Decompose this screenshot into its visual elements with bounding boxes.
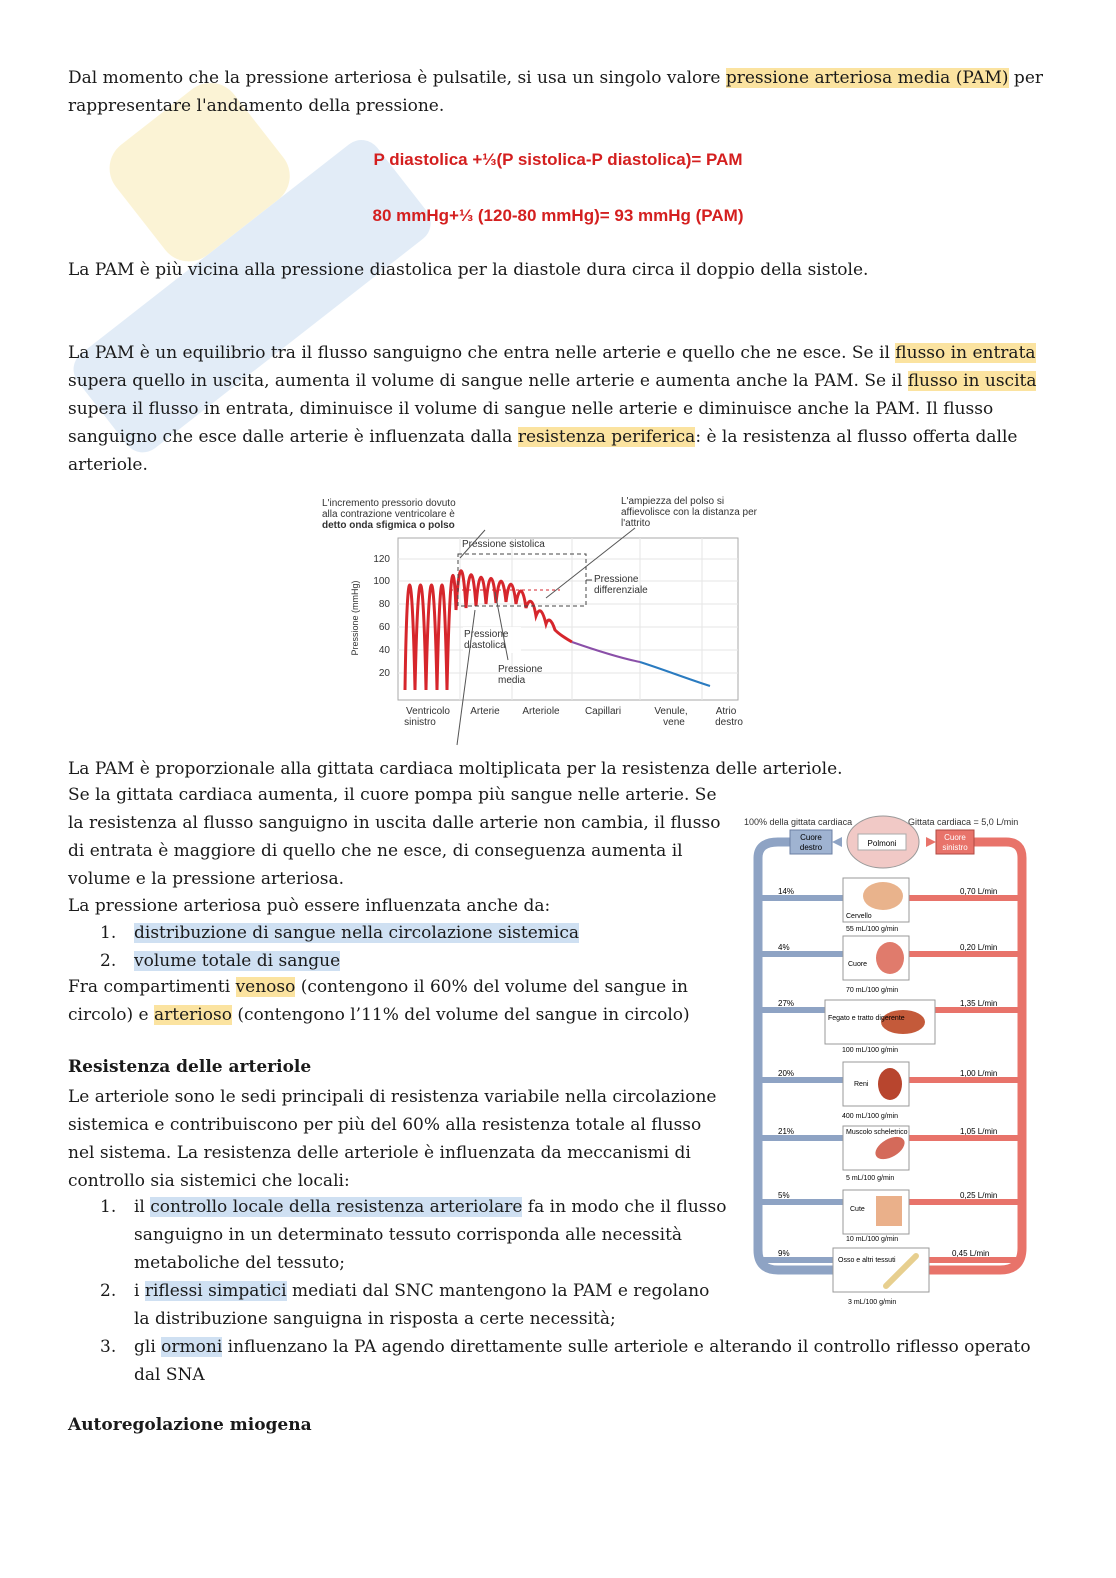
- paragraph-arteriole-resistance: Le arteriole sono le sedi principali di resistenza variabile nella circolazione sistemica e contribuiscono per più del 60% alla resistenza totale al flusso nel sistema. La resistenza delle arteriole è influenzata da meccanismi di controllo sia sistemici che locali:: [68, 1087, 717, 1191]
- annot-pulse-line3: detto onda sfigmica o polso: [322, 520, 455, 531]
- xcat-venule-2: vene: [663, 717, 685, 728]
- formula-pam-example: 80 mmHg+⅓ (120-80 mmHg)= 93 mmHg (PAM): [372, 206, 744, 225]
- flow-muscolo: 1,05 L/min: [960, 1127, 998, 1136]
- ytick-80: 80: [378, 599, 390, 610]
- annot-attrition-line3: l'attrito: [621, 518, 651, 529]
- label-diastolica-1: Pressione: [464, 629, 509, 640]
- xcat-atrio-2: destro: [715, 717, 743, 728]
- name-cute: Cute: [850, 1206, 865, 1213]
- rate-cute: 10 mL/100 g/min: [846, 1236, 899, 1243]
- brain-icon: [863, 882, 903, 910]
- annot-attrition-line2: affievolisce con la distanza per: [621, 507, 758, 518]
- heading-myogenic-autoregulation: Autoregolazione miogena: [68, 1415, 312, 1435]
- pct-osso: 9%: [778, 1249, 790, 1258]
- rate-cervello: 55 mL/100 g/min: [846, 926, 899, 933]
- organ-row-reni: [762, 1062, 1018, 1120]
- label-differenziale-2: differenziale: [594, 585, 648, 596]
- organ-row-cuore: [762, 936, 1018, 994]
- ytick-40: 40: [378, 645, 390, 656]
- flow-cuore: 0,20 L/min: [960, 943, 998, 952]
- list-influences: [68, 919, 733, 975]
- rate-fegato: 100 mL/100 g/min: [842, 1047, 899, 1054]
- cuore-destro-label-1: Cuore: [800, 833, 822, 842]
- formula-pam: P diastolica +⅓(P sistolica-P diastolica)= PAM: [373, 150, 743, 169]
- y-axis-label: Pressione (mmHg): [350, 580, 360, 656]
- cuore-sinistro-label-1: Cuore: [944, 833, 966, 842]
- xcat-arteriole: Arteriole: [522, 706, 560, 717]
- label-media-2: media: [498, 675, 526, 686]
- kidney-icon: [878, 1068, 902, 1100]
- label-diastolica-2: diastolica: [464, 640, 506, 651]
- xcat-capillari: Capillari: [584, 706, 622, 717]
- skin-icon: [876, 1196, 902, 1226]
- rate-muscolo: 5 mL/100 g/min: [846, 1175, 895, 1182]
- annot-pulse-line2: alla contrazione ventricolare è: [322, 509, 455, 520]
- ytick-20: 20: [378, 668, 390, 679]
- xcat-atrio-1: Atrio: [715, 706, 737, 717]
- organ-row-fegato: [762, 999, 1018, 1054]
- flow-cervello: 0,70 L/min: [960, 887, 998, 896]
- polmoni-label: Polmoni: [867, 839, 897, 848]
- rate-cuore: 70 mL/100 g/min: [846, 987, 899, 994]
- pct-reni: 20%: [778, 1069, 795, 1078]
- flow-title-left: 100% della gittata cardiaca: [744, 817, 853, 827]
- paragraph-pam-balance: La PAM è un equilibrio tra il flusso sanguigno che entra nelle arterie e quello che ne esce. Se il flusso in entrata supera quello in uscita, aumenta il volume di sangue nelle arterie e aumenta anche la PAM. Se il flusso in uscita supera il flusso in entrata, diminuisce il volume di sangue nelle arterie e diminuisce anche la PAM. Il flusso sanguigno che esce dalle arterie è influenzata dalla resistenza periferica: è la resistenza al flusso offerta dalle arteriole.: [68, 343, 1037, 475]
- ytick-100: 100: [373, 576, 390, 587]
- heart-icon: [876, 942, 904, 974]
- flow-cute: 0,25 L/min: [960, 1191, 998, 1200]
- rate-reni: 400 mL/100 g/min: [842, 1113, 899, 1120]
- ytick-120: 120: [373, 554, 390, 565]
- heading-arteriole-resistance: Resistenza delle arteriole: [68, 1057, 312, 1077]
- rate-osso: 3 mL/100 g/min: [848, 1299, 897, 1306]
- pct-muscolo: 21%: [778, 1127, 795, 1136]
- list-item: 1. il controllo locale della resistenza arteriolare fa in modo che il flusso sanguigno in un determinato tessuto corrisponda alle necessità metaboliche del tessuto;: [100, 1197, 727, 1273]
- blood-flow-distribution-figure: [738, 808, 1038, 1313]
- liver-icon: [881, 1010, 925, 1034]
- name-osso: Osso e altri tessuti: [838, 1257, 896, 1264]
- organ-row-muscolo: [762, 1126, 1018, 1182]
- xcat-ventricolo-2: sinistro: [404, 717, 436, 728]
- flow-fegato: 1,35 L/min: [960, 999, 998, 1008]
- annot-attrition-line1: L'ampiezza del polso si: [621, 496, 725, 507]
- label-sistolica: Pressione sistolica: [462, 539, 545, 550]
- pct-cuore: 4%: [778, 943, 790, 952]
- paragraph-pam-diastolic: La PAM è più vicina alla pressione diastolica per la diastole dura circa il doppio della sistole.: [68, 260, 869, 280]
- name-cervello: Cervello: [846, 913, 872, 920]
- flow-title-right: Gittata cardiaca = 5,0 L/min: [908, 817, 1019, 827]
- label-differenziale-1: Pressione: [594, 574, 639, 585]
- name-reni: Reni: [854, 1081, 869, 1088]
- flow-reni: 1,00 L/min: [960, 1069, 998, 1078]
- pct-cute: 5%: [778, 1191, 790, 1200]
- organ-row-osso: [762, 1248, 1018, 1306]
- paragraph-influenced-by: La pressione arteriosa può essere influenzata anche da:: [68, 896, 551, 916]
- cuore-sinistro-label-2: sinistro: [942, 843, 968, 852]
- ytick-60: 60: [378, 622, 390, 633]
- paragraph-compartments: Fra compartimenti venoso (contengono il 60% del volume del sangue in circolo) e arterioso (contengono l’11% del volume del sangue in circolo): [68, 977, 690, 1025]
- pct-cervello: 14%: [778, 887, 795, 896]
- name-cuore: Cuore: [848, 961, 868, 968]
- arterial-trunk: [928, 842, 1022, 1270]
- xcat-venule-1: Venule,: [654, 706, 688, 717]
- label-media-1: Pressione: [498, 664, 543, 675]
- organ-row-cervello: [762, 878, 1018, 933]
- annot-pulse-line1: L'incremento pressorio dovuto: [322, 498, 456, 509]
- xcat-ventricolo-1: Ventricolo: [406, 706, 450, 717]
- cuore-destro-label-2: destro: [799, 843, 823, 852]
- name-muscolo: Muscolo scheletrico: [846, 1129, 908, 1136]
- paragraph-pam-intro: Dal momento che la pressione arteriosa è pulsatile, si usa un singolo valore pressione arteriosa media (PAM) per rappresentare l'andamento della pressione.: [68, 68, 1044, 116]
- list-item: 2. i riflessi simpatici mediati dal SNC mantengono la PAM e regolano la distribuzione sanguigna in risposta a certe necessità;: [100, 1281, 710, 1329]
- pct-fegato: 27%: [778, 999, 795, 1008]
- paragraph-cardiac-output: Se la gittata cardiaca aumenta, il cuore pompa più sangue nelle arterie. Se la resistenza al flusso sanguigno in uscita dalle arterie non cambia, il flusso di entrata è maggiore di quello che ne esce, di conseguenza aumenta il volume e la pressione arteriosa.: [68, 785, 721, 889]
- name-fegato: Fegato e tratto digerente: [828, 1015, 905, 1022]
- pressure-wave-figure: [310, 490, 810, 748]
- list-item: 1. distribuzione di sangue nella circolazione sistemica: [100, 923, 580, 943]
- xcat-arterie: Arterie: [470, 706, 500, 717]
- list-item: 3. gli ormoni influenzano la PA agendo direttamente sulle arteriole e alterando il controllo riflesso operato dal SNA: [100, 1337, 1031, 1385]
- venous-trunk: [758, 842, 833, 1270]
- list-item: 2. volume totale di sangue: [100, 951, 341, 971]
- organ-row-cute: [762, 1190, 1018, 1243]
- flow-osso: 0,45 L/min: [952, 1249, 990, 1258]
- paragraph-pam-proportional: La PAM è proporzionale alla gittata cardiaca moltiplicata per la resistenza delle arteriole.: [68, 759, 843, 779]
